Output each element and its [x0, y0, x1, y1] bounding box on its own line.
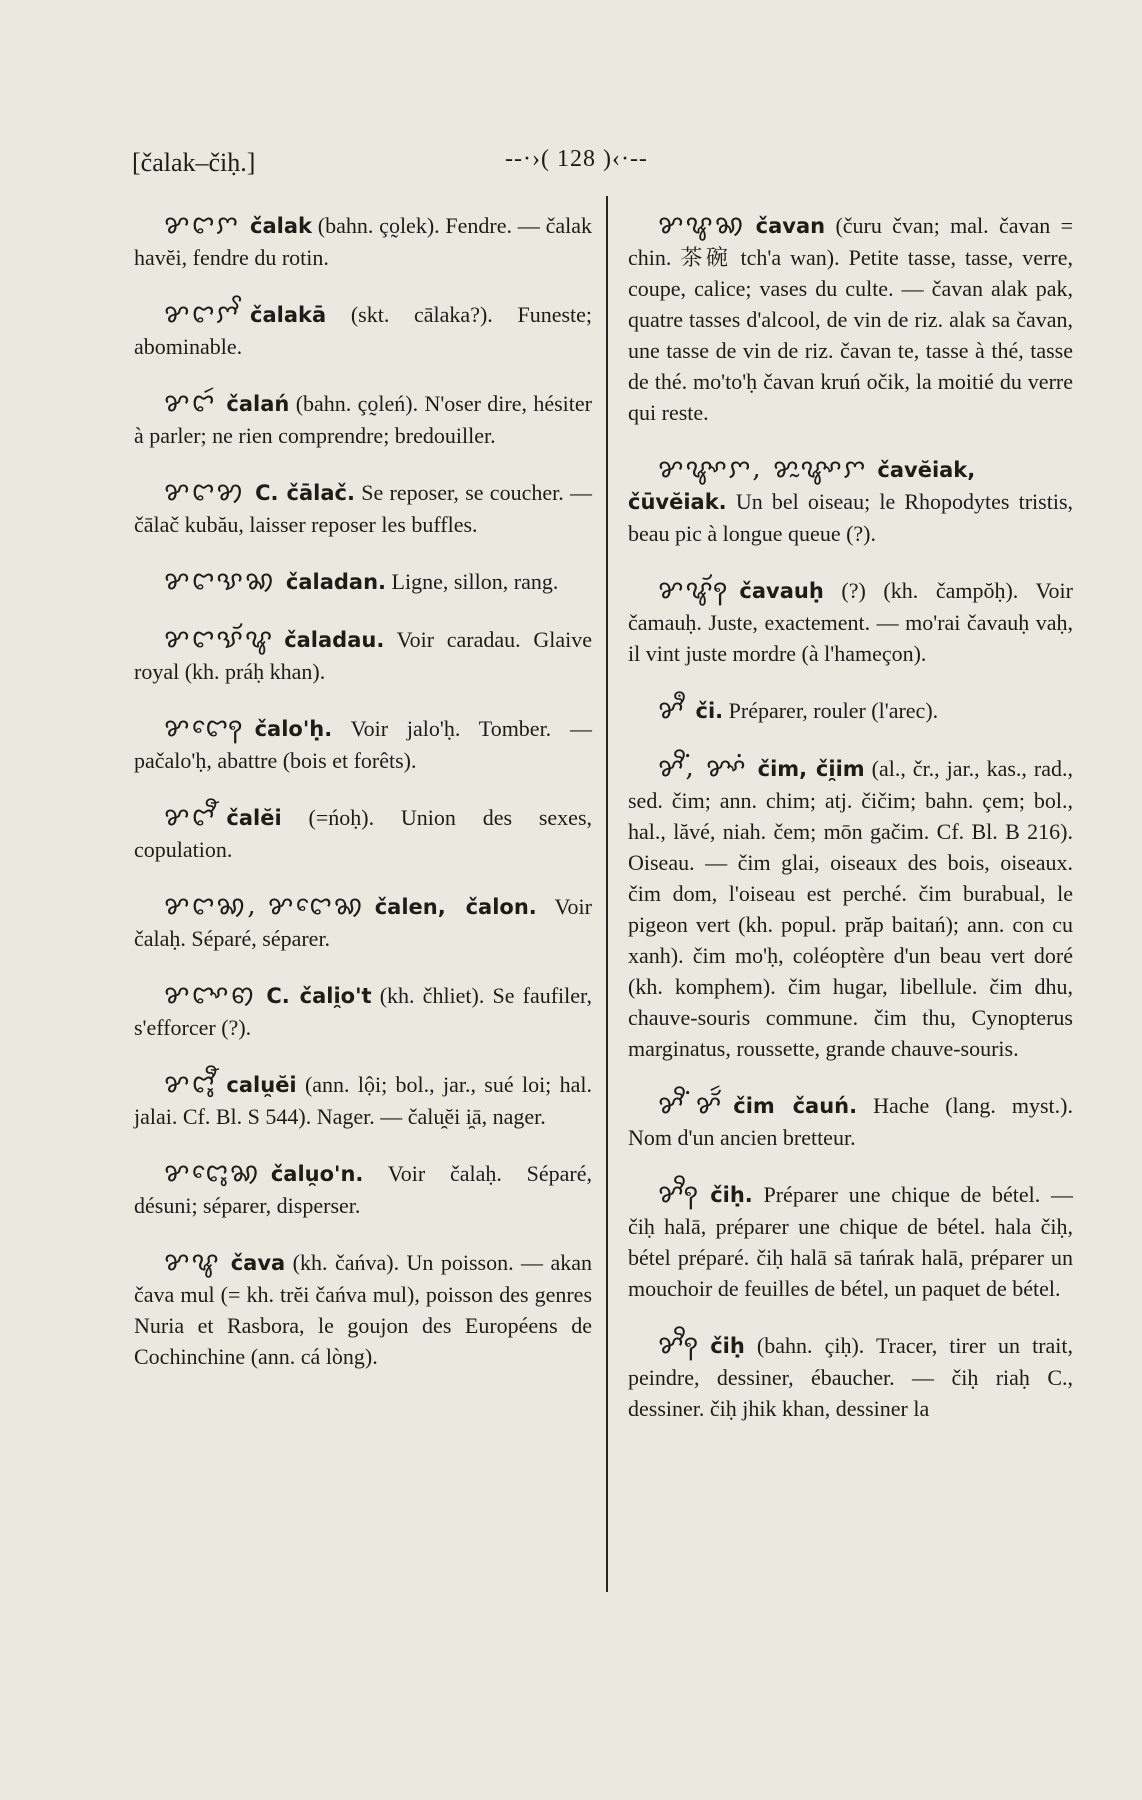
dictionary-entry [628, 454, 1073, 549]
entry-definition: Se reposer, se coucher. — čālač kubău, laisser reposer les buffles. [134, 480, 592, 537]
entry-definition: (bahn. ço̰lek). Fendre. — čalak havĕi, fendre du rotin. [134, 213, 593, 270]
cham-script-glyph: ꨌꨤꨆꨩ [164, 299, 241, 329]
entry-definition: Préparer, rouler (l'arec). [728, 698, 939, 723]
dictionary-entry [134, 624, 592, 687]
cham-script-glyph: ꨌꨥꨮꩍ [658, 575, 730, 605]
entry-headword: čalo'ḥ. [254, 717, 333, 741]
entry-headword: či. [695, 699, 724, 723]
dictionary-entry [134, 1069, 592, 1132]
entry-definition: (?) (kh. čampŏḥ). Voir čamauḥ. Juste, exactement. — mo'rai čavauḥ vaḥ, il vint juste mordre (à l'hameçon). [628, 578, 1073, 666]
column-divider [606, 196, 608, 1592]
left-column [134, 210, 592, 1398]
entry-headword: čalu̯o'n. [270, 1162, 364, 1186]
entry-headword: čavan [755, 214, 826, 238]
dictionary-entry [628, 1330, 1073, 1424]
entry-definition: Voir čalaḥ. Séparé, désuni; séparer, disperser. [134, 1161, 592, 1218]
cham-script-glyph: ꨌꨪꩌ, ꨌꨳꩌ [658, 753, 748, 783]
cham-script-glyph: ꨌꨤꨆ [164, 210, 241, 240]
entry-headword: čalen, čalon. [374, 895, 537, 919]
entry-definition: Hache (lang. myst.). Nom d'un ancien bretteur. [628, 1093, 1073, 1150]
dictionary-entry [134, 210, 592, 273]
right-column [628, 210, 1073, 1450]
entry-headword: čiḥ. [710, 1183, 753, 1207]
entry-definition: (al., čr., jar., kas., rad., sed. čim; ann. chim; atj. čičim; bahn. çem; bol., hal., lăvé, niah. čem; mōn gačim. Cf. Bl. B 216). Oiseau. — čim glai, oiseaux des bois, oiseaux. čim dom, l'oiseau est perché. čim burabual, le pigeon vert (kh. popul. prăp baitań); ann. con cu xanh). čim mo'ḥ, coléoptère d'un beau vert doré (kh. komphem). čim hugar, libellule. čim dhu, chauve-souris commune. čim thu, Cynopterus marginatus, roussette, grande chauve-souris. [628, 756, 1073, 1061]
dictionary-entry [134, 1247, 592, 1372]
cham-script-glyph: ꨌꨤꩆ, ꨌꨤꨯꩆ [164, 891, 365, 921]
dictionary-entry [628, 753, 1073, 1064]
cham-script-glyph: ꨌꨤꨶꨬ [164, 1069, 217, 1099]
entry-definition: (kh. čańva). Un poisson. — akan čava mul (= kh. trĕi čańva mul), poisson des genres Nuria et Rasbora, le goujon des Européens de Cochinchine (ann. cá lòng). [134, 1250, 592, 1369]
entry-definition: (skt. cālaka?). Funeste; abominable. [134, 302, 593, 359]
dictionary-entry [628, 210, 1073, 428]
cham-script-glyph: ꨌꨤꩃ [164, 388, 217, 418]
entry-headword: čalĕi [226, 806, 282, 830]
entry-headword: čalakā [250, 303, 327, 327]
running-head: [čalak–čiḥ.] [132, 148, 256, 177]
entry-headword: čavĕiak, čūvĕiak. [628, 458, 976, 514]
cham-script-glyph: ꨌꨥ [164, 1247, 221, 1277]
dictionary-entry [134, 477, 592, 540]
entry-definition: (bahn. ço̰leń). N'oser dire, hésiter à parler; ne rien comprendre; bredouiller. [134, 391, 592, 448]
entry-headword: čiḥ [710, 1334, 745, 1358]
cham-script-glyph: ꨌꨤꨯꩍ [164, 713, 245, 743]
dictionary-entry [134, 980, 592, 1043]
dictionary-entry [134, 802, 592, 865]
cham-script-glyph: ꨌꨤꨕꨮꨥ [164, 624, 275, 654]
cham-script-glyph: ꨌꨤꩄ [164, 477, 246, 507]
cham-script-glyph: ꨌꨫ [658, 695, 686, 725]
entry-headword: čalak [250, 214, 312, 238]
entry-definition: Ligne, sillon, rang. [391, 569, 559, 594]
entry-headword: C. čālač. [255, 481, 355, 505]
dictionary-entry [628, 1090, 1073, 1153]
entry-definition: Voir jalo'ḥ. Tomber. — pačalo'ḥ, abattre (bois et forêts). [134, 716, 592, 773]
cham-script-glyph: ꨌꨥꨳꨆ, ꨌꨭꨥꨳꨆ [658, 454, 868, 484]
dictionary-entry [628, 575, 1073, 669]
entry-definition: Voir caradau. Glaive royal (kh. práḥ khan). [134, 627, 592, 684]
entry-headword: C. čali̯o't [266, 984, 372, 1008]
entry-headword: čava [230, 1251, 286, 1275]
cham-script-glyph: ꨌꨪꩍ [658, 1179, 701, 1209]
dictionary-entry [134, 891, 592, 954]
entry-definition: (bahn. çiḥ). Tracer, tirer un trait, peindre, dessiner, ébaucher. — čiḥ riaḥ C., dessiner. čiḥ jhik khan, dessiner la [628, 1333, 1074, 1421]
cham-script-glyph: ꨌꨤꨕꩆ [164, 566, 276, 596]
entry-headword: čalań [226, 392, 290, 416]
dictionary-entry [628, 695, 1073, 727]
cham-script-glyph: ꨌꨤꨬ [164, 802, 217, 832]
entry-headword: calu̯ĕi [226, 1073, 297, 1097]
entry-headword: čim čauń. [733, 1094, 858, 1118]
cham-script-glyph: ꨌꨪꩌ ꨌꨮꩃ [658, 1090, 724, 1120]
entry-definition: (čuru čvan; mal. čavan = chin. 茶碗 tch'a wan). Petite tasse, tasse, verre, coupe, calice; vases du culte. — čavan alak pak, quatre tasses d'alcool, de vin de riz. alak sa čavan, une tasse de vin de riz. čavan te, tasse à thé, tasse de thé. mo'to'ḥ čavan kruń očik, la moitié du verre qui reste. [628, 213, 1073, 425]
cham-script-glyph: ꨌꨤꨶꨯꩆ [164, 1158, 261, 1188]
dictionary-entry [134, 1158, 592, 1221]
entry-definition: Préparer une chique de bétel. — čiḥ halā, préparer une chique de bétel. hala čiḥ, bétel préparé. čiḥ halā sā tańrak halā, préparer un mouchoir de feuilles de bétel, un paquet de bétel. [628, 1182, 1074, 1301]
cham-script-glyph: ꨌꨤꨳꩅ [164, 980, 257, 1010]
dictionary-entry [134, 713, 592, 776]
cham-script-glyph: ꨌꨪꩍ [658, 1330, 701, 1360]
entry-definition: Voir čalaḥ. Séparé, séparer. [134, 894, 592, 951]
cham-script-glyph: ꨌꨥꩆ [658, 210, 746, 240]
dictionary-entry [628, 1179, 1073, 1304]
entry-headword: čim, či̯im [757, 757, 865, 781]
dictionary-entry [134, 566, 592, 598]
entry-definition: (=ńoḥ). Union des sexes, copulation. [134, 805, 593, 862]
entry-definition: Un bel oiseau; le Rhopodytes tristis, beau pic à longue queue (?). [628, 489, 1074, 546]
entry-headword: čaladau. [284, 628, 385, 652]
entry-definition: (kh. čhliet). Se faufiler, s'efforcer (?). [134, 983, 592, 1040]
dictionary-entry [134, 388, 592, 451]
entry-definition: (ann. lội; bol., jar., sué loi; hal. jalai. Cf. Bl. S 544). Nager. — čalu̯ĕi i̯ā, nager. [134, 1072, 592, 1129]
dictionary-entry [134, 299, 592, 362]
entry-headword: čaladan. [285, 570, 387, 594]
page-number: --·›( 128 )‹·-- [505, 146, 648, 172]
entry-headword: čavauḥ [739, 579, 824, 603]
